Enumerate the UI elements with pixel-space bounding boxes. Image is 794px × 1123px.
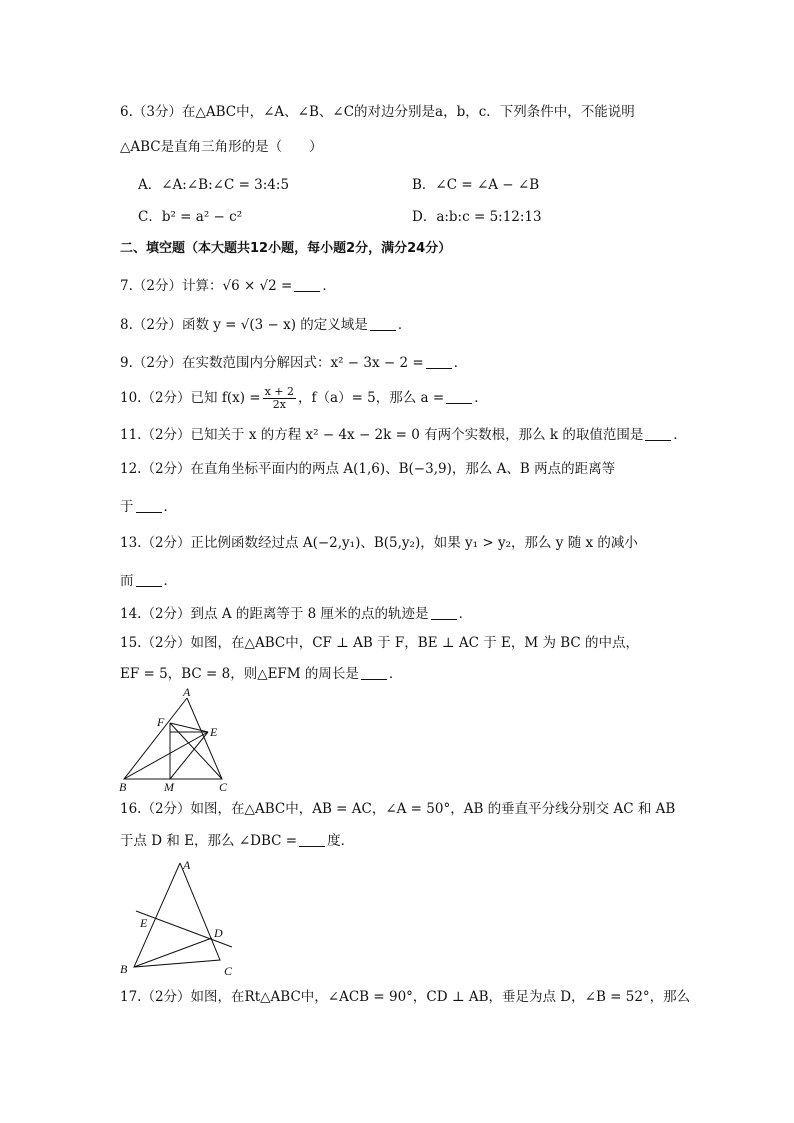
q15-line1: 15.（2分）如图，在△ABC中，CF ⊥ AB 于 F，BE ⊥ AC 于 E，M 为 BC 的中点， <box>120 635 640 651</box>
segment-be <box>124 732 208 779</box>
q10-end: ． <box>474 390 488 406</box>
answer-blank <box>136 572 162 587</box>
q11-end: ． <box>673 427 687 443</box>
q13-text: 而 <box>120 573 134 589</box>
answer-blank <box>370 316 396 331</box>
label-f: F <box>157 715 165 729</box>
answer-blank <box>431 605 457 620</box>
q16-line1: 16.（2分）如图，在△ABC中，AB = AC，∠A = 50°，AB 的垂直平分线分别交 AC 和 AB <box>120 801 676 817</box>
q13-line1: 13.（2分）正比例函数经过点 A(−2,y₁)、B(5,y₂)，如果 y₁ > y₂，那么 y 随 x 的减小 <box>120 535 638 551</box>
q11-text: 11.（2分）已知关于 x 的方程 x² − 4x − 2k = 0 有两个实数根，那么 k 的取值范围是 <box>120 427 644 443</box>
answer-blank <box>136 498 162 513</box>
q10-text: 10.（2分）已知 f(x) = <box>120 390 261 406</box>
label-d: D <box>214 926 223 940</box>
q6-option-c: C．b² = a² − c² <box>138 209 243 225</box>
label-a: A <box>183 686 191 699</box>
answer-blank <box>446 389 472 404</box>
label-b: B <box>119 780 127 794</box>
label-e: E <box>210 725 218 739</box>
q10 <box>120 386 488 411</box>
q9 <box>120 353 467 373</box>
q17-line1: 17.（2分）如图，在Rt△ABC中，∠ACB = 90°，CD ⊥ AB，垂足为点 D，∠B = 52°，那么 <box>120 989 691 1005</box>
answer-blank <box>299 832 325 847</box>
q15-end: ． <box>388 666 403 682</box>
q8-text: 8.（2分）函数 y = √(3 − x) 的定义域是 <box>120 317 368 333</box>
q16-line2 <box>120 831 354 851</box>
q6-line1: 6.（3分）在△ABC中，∠A、∠B、∠C的对边分别是a，b，c．下列条件中，不能说明 <box>120 104 635 120</box>
q12-end: ． <box>163 499 177 515</box>
q6-option-d: D．a:b:c = 5:12:13 <box>412 209 542 225</box>
label-c: C <box>224 964 233 978</box>
q7 <box>120 276 336 296</box>
q16-end: 度． <box>327 833 355 849</box>
q12-line1: 12.（2分）在直角坐标平面内的两点 A(1,6)、B(−3,9)，那么 A、B 两点的距离等 <box>120 461 616 477</box>
q12-text: 于 <box>120 499 134 515</box>
q16-text: 于点 D 和 E，那么 ∠DBC = <box>120 833 298 849</box>
fraction-numerator: x + 2 <box>264 385 295 398</box>
answer-blank <box>426 354 452 369</box>
answer-blank <box>361 665 387 680</box>
section-heading: 二、填空题（本大题共12小题，每小题2分，满分24分） <box>120 241 452 256</box>
label-m: M <box>164 780 174 794</box>
q16-figure <box>112 855 242 980</box>
q6-line2: △ABC是直角三角形的是（ ） <box>120 139 323 155</box>
q8-end: ． <box>397 317 412 333</box>
q13-line2 <box>120 571 177 591</box>
fraction-denominator: 2x <box>272 398 286 411</box>
fraction <box>263 386 296 411</box>
label-b: B <box>120 962 128 976</box>
q14-end: ． <box>458 606 473 622</box>
q7-text: 7.（2分）计算：√6 × √2 = <box>120 278 293 294</box>
q15-text: EF = 5，BC = 8，则△EFM 的周长是 <box>120 666 359 682</box>
segment-bd <box>134 938 212 967</box>
label-c: C <box>219 780 228 794</box>
answer-blank <box>294 277 320 292</box>
q13-end: ． <box>163 573 177 589</box>
q7-end: ． <box>322 278 336 294</box>
answer-blank <box>645 426 671 441</box>
segment-em <box>170 732 208 779</box>
triangle-abc <box>124 698 222 779</box>
q10-text-mid: ，f（a）= 5，那么 a = <box>298 390 445 406</box>
label-e: E <box>140 916 148 930</box>
q6-option-a: A．∠A:∠B:∠C = 3:4:5 <box>138 177 290 193</box>
q9-text: 9.（2分）在实数范围内分解因式：x² − 3x − 2 = <box>120 355 424 371</box>
label-a: A <box>183 858 191 872</box>
q15-figure <box>112 686 242 794</box>
q9-end: ． <box>453 355 468 371</box>
q11 <box>120 425 687 445</box>
q6-option-b: B．∠C = ∠A − ∠B <box>412 177 540 193</box>
q14-text: 14.（2分）到点 A 的距离等于 8 厘米的点的轨迹是 <box>120 606 429 622</box>
q8 <box>120 315 411 335</box>
segment-ef <box>170 723 208 732</box>
q14 <box>120 604 472 624</box>
q15-line2 <box>120 664 402 684</box>
q12-line2 <box>120 497 177 517</box>
